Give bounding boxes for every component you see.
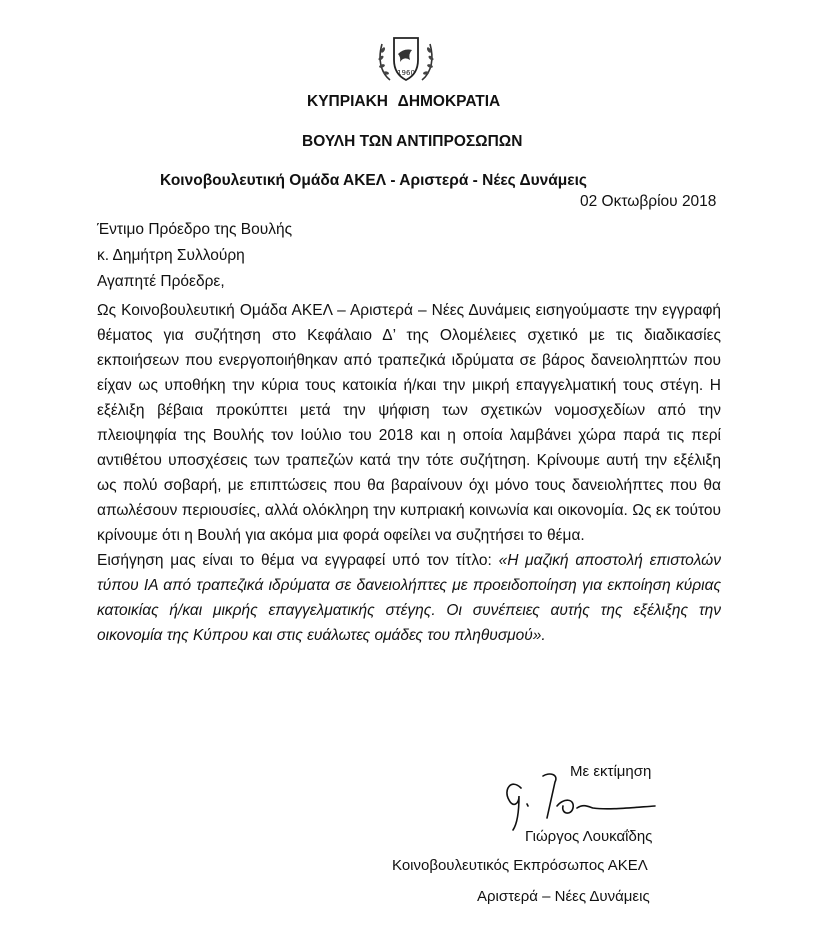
closing: Με εκτίμηση bbox=[570, 763, 652, 780]
body-paragraph-1: Ως Κοινοβουλευτική Ομάδα ΑΚΕΛ – Αριστερά – Νέες Δυνάμεις εισηγούμαστε την εγγραφή θέματος για συζήτηση στο Κεφάλαιο Δ’ της Ολομέλειες σχετικό με τις διαδικασίες εκποιήσεων που ενεργοποιήθηκαν από τραπεζικά ιδρύματα σε βάρος δανειοληπτών που είχαν ως υποθήκη την κύρια τους κατοικία ή/και την μικρή επαγγελματική τους στέγη. Η εξέλιξη βέβαια προκύπτει μετά την ψήφιση των σχετικών νομοσχεδίων από την πλειοψηφία της Βουλής τον Ιούλιο του 2018 και η οποία λαμβάνει χώρα παρά τις περί αντιθέτου υποσχέσεις των τραπεζών κατά την τότε συζήτηση. Κρίνουμε αυτή την εξέλιξη ως πολύ σοβαρή, με επιπτώσεις που θα βαραίνουν όχι μόνο τους δανειολήπτες που θα απωλέσουν περιουσίες, αλλά ολόκληρη την κυπριακή κοινωνία και οικονομία. Ως εκ τούτου κρίνουμε ότι η Βουλή για ακόμα μια φορά οφείλει να συζητήσει το θέμα. bbox=[97, 302, 721, 544]
svg-text:1960: 1960 bbox=[397, 69, 415, 77]
parliament-heading: ΒΟΥΛΗ ΤΩΝ ΑΝΤΙΠΡΟΣΩΠΩΝ bbox=[302, 133, 523, 150]
letter-body bbox=[97, 298, 721, 648]
signatory-name: Γιώργος Λουκαΐδης bbox=[525, 828, 653, 845]
proposed-title: «Η μαζική αποστολή επιστολών τύπου ΙΑ από τραπεζικά ιδρύματα σε δανειολήπτες με προειδοποίηση για εκποίηση κύριας κατοικίας ή/και μικρής επαγγελματικής στέγης. Οι συνέπειες αυτής της εξέλιξης την οικονομία της Κύπρου και στις ευάλωτες ομάδες του πληθυσμού». bbox=[97, 552, 721, 644]
signatory-party: Αριστερά – Νέες Δυνάμεις bbox=[477, 888, 650, 905]
body-paragraph-2 bbox=[97, 548, 721, 648]
signatory-title: Κοινοβουλευτικός Εκπρόσωπος ΑΚΕΛ bbox=[392, 857, 648, 874]
recipient-line-1: Έντιμο Πρόεδρο της Βουλής bbox=[97, 221, 293, 238]
country-heading: ΚΥΠΡΙΑΚΗ ΔΗΜΟΚΡΑΤΙΑ bbox=[307, 93, 501, 110]
recipient-line-2: κ. Δημήτρη Συλλούρη bbox=[97, 247, 245, 264]
salutation: Αγαπητέ Πρόεδρε, bbox=[97, 273, 225, 290]
coat-of-arms-icon bbox=[374, 30, 438, 88]
paragraph-2-lead: Εισήγηση μας είναι το θέμα να εγγραφεί υπό τον τίτλο: bbox=[97, 552, 499, 569]
group-heading: Κοινοβουλευτική Ομάδα ΑΚΕΛ - Αριστερά - Νέες Δυνάμεις bbox=[160, 172, 587, 189]
letter-date: 02 Οκτωβρίου 2018 bbox=[580, 193, 717, 210]
